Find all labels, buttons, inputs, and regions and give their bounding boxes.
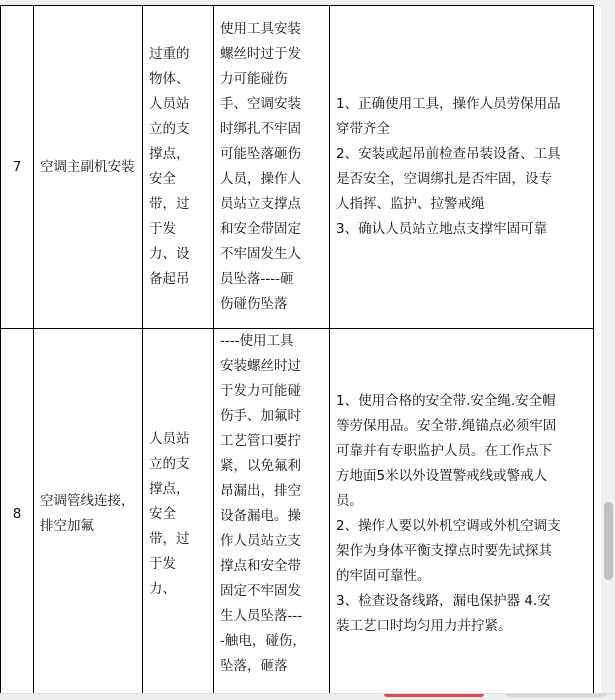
text-line: 作人员站立支 <box>220 533 301 549</box>
text-line: 人指挥、监护、拉警戒绳 <box>336 196 485 212</box>
text-line: 备起吊 <box>149 271 190 287</box>
text-line: 安全 <box>149 171 176 187</box>
text-line: 不牢固发生人 <box>220 246 301 262</box>
text-line: 手、空调安装 <box>220 96 301 112</box>
text-line: 于发力可能碰 <box>220 383 301 399</box>
risk-description <box>214 329 330 695</box>
task-name: 空调主副机安装 <box>34 6 143 329</box>
hazard-source <box>143 329 214 695</box>
control-measures <box>330 329 594 695</box>
text-line: 带，过 <box>149 196 190 212</box>
text-line: 3、检查设备线路，漏电保护器 4.安 <box>336 593 551 609</box>
text-line: 架作为身体平衡支撑点时要先试探其 <box>336 543 552 559</box>
text-line: 的牢固可靠性。 <box>336 568 431 584</box>
hazard-table <box>0 5 594 694</box>
text-line: 人员，操作人 <box>220 171 301 187</box>
text-line: 1、正确使用工具，操作人员劳保用品 <box>336 96 561 112</box>
text-line: 生人员坠落--- <box>220 608 303 624</box>
text-line: 力、设 <box>149 246 190 262</box>
text-line: 固定不牢固发 <box>220 583 301 599</box>
text-line: 伤碰伤坠落 <box>220 296 288 312</box>
text-line: 撑点， <box>149 480 190 497</box>
text-line: 员。 <box>336 493 363 509</box>
text-line: 使用工具安装 <box>220 21 301 37</box>
hazard-source <box>143 6 214 329</box>
control-measures <box>330 6 594 329</box>
text-line: 带，过 <box>149 530 190 547</box>
text-line: 装工艺口时均匀用力并拧紧。 <box>336 618 512 634</box>
row-number: 8 <box>1 329 34 695</box>
risk-description <box>214 6 330 329</box>
text-line: 立的支 <box>149 455 190 472</box>
text-line: 撑点和安全带 <box>220 558 301 574</box>
text-line: 安装螺丝时过 <box>220 358 301 374</box>
text-line: 紧，以免氟利 <box>220 458 301 474</box>
row-number: 7 <box>1 6 34 329</box>
text-line: 立的支 <box>149 121 190 137</box>
text-line: 穿带齐全 <box>336 121 390 137</box>
text-line: 安全 <box>149 505 176 522</box>
text-line: -触电，碰伤， <box>220 633 306 649</box>
text-line: 于发 <box>149 555 176 572</box>
text-line: 昂漏出，排空 <box>220 483 301 499</box>
inactive-tab-indicator[interactable] <box>506 694 606 697</box>
task-name: 空调管线连接，排空加氟 <box>34 329 143 695</box>
text-line: 物体、 <box>149 71 190 87</box>
text-line: 是否安全，空调绑扎是否牢固，设专 <box>336 171 552 187</box>
text-line: 过重的 <box>149 46 190 62</box>
table-row <box>1 329 594 695</box>
text-line: 员站立支撑点 <box>220 196 301 212</box>
text-line: 1、使用合格的安全带.安全绳.安全帽 <box>336 393 556 409</box>
vertical-scrollbar[interactable] <box>601 0 615 694</box>
scrollbar-thumb[interactable] <box>604 502 613 580</box>
text-line: 3、确认人员站立地点支撑牢固可靠 <box>336 221 548 237</box>
text-line: 人员站 <box>149 430 190 447</box>
text-line: 和安全带固定 <box>220 221 301 237</box>
text-line: 可能坠落砸伤 <box>220 146 301 162</box>
table-row <box>1 6 594 329</box>
text-line: 坠落，砸落 <box>220 658 288 674</box>
text-line: ----使用工具 <box>220 333 294 349</box>
text-line: 工艺管口要拧 <box>220 433 301 449</box>
text-line: 2、安装或起吊前检查吊装设备、工具 <box>336 146 561 162</box>
text-line: 方地面5米以外设置警戒线或警戒人 <box>336 468 548 484</box>
text-line: 伤手、加氟时 <box>220 408 301 424</box>
text-line: 员坠落----砸 <box>220 271 294 287</box>
text-line: 时绑扎不牢固 <box>220 121 301 137</box>
text-line: 2、操作人要以外机空调或外机空调支 <box>336 518 561 534</box>
text-line: 力可能碰伤 <box>220 71 288 87</box>
active-tab-indicator[interactable] <box>384 694 484 697</box>
text-line: 撑点， <box>149 146 190 162</box>
text-line: 螺丝时过于发 <box>220 46 301 62</box>
text-line: 设备漏电。操 <box>220 508 301 524</box>
text-line: 于发 <box>149 221 176 237</box>
text-line: 等劳保用品。安全带.绳锚点必须牢固 <box>336 418 557 434</box>
text-line: 可靠并有专职监护人员。在工作点下 <box>336 443 552 459</box>
text-line: 力、 <box>149 580 176 597</box>
text-line: 人员站 <box>149 96 190 112</box>
